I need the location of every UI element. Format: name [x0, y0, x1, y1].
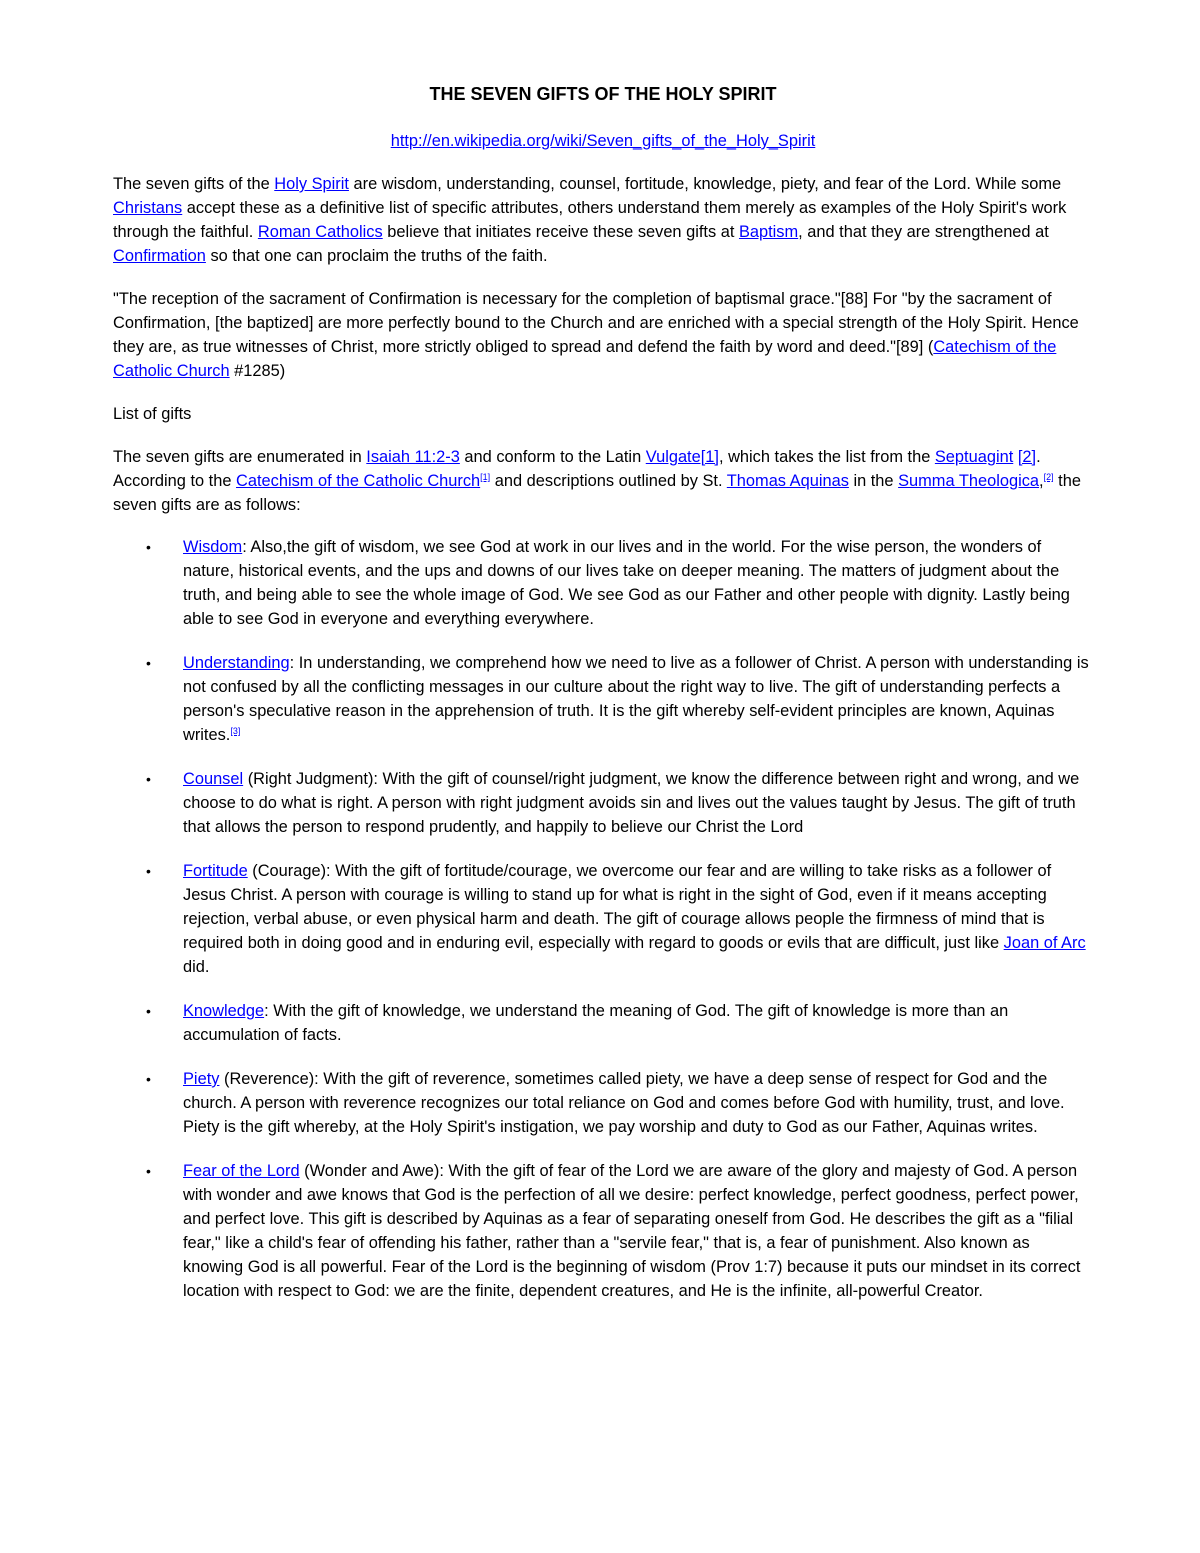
footnote-ref[interactable] — [230, 726, 240, 736]
understanding-link[interactable]: Understanding — [183, 654, 290, 672]
thomas-aquinas-link[interactable]: Thomas Aquinas — [726, 472, 849, 490]
text-run: The seven gifts are enumerated in — [113, 448, 367, 466]
text-run: in the — [848, 472, 899, 490]
gift-item-counsel — [113, 767, 1093, 839]
confirmation-link[interactable]: Confirmation — [113, 247, 206, 265]
holy-spirit-link[interactable]: Holy Spirit — [274, 175, 349, 193]
gift-description: : In understanding, we comprehend how we need to live as a follower of Christ. A person with understanding is not confused by all the conflicting messages in our culture about the right way to live. The gift of understanding perfects a person's speculative reason in the apprehension of truth. It is the gift whereby self-evident principles are known, Aquinas writes. — [183, 654, 1089, 744]
document-page — [113, 80, 1093, 1323]
text-run: . According to the — [113, 448, 1041, 490]
gift-item-understanding — [113, 651, 1093, 747]
bullet-icon: • — [146, 539, 151, 555]
gifts-list — [113, 535, 1093, 1303]
bullet-icon: • — [146, 655, 151, 671]
text-run: are wisdom, understanding, counsel, fortitude, knowledge, piety, and fear of the Lord. While some — [348, 175, 1062, 193]
bullet-icon: • — [146, 1003, 151, 1019]
footnote-2-ref[interactable]: [2] — [1043, 472, 1054, 482]
source-url-link[interactable]: http://en.wikipedia.org/wiki/Seven_gifts_of_the_Holy_Spirit — [390, 132, 816, 150]
list-heading: List of gifts — [113, 405, 192, 423]
gift-item-fear-of-the-lord — [113, 1159, 1093, 1303]
vulgate-link[interactable]: Vulgate[1] — [645, 448, 719, 466]
text-run: #1285) — [229, 362, 286, 380]
text-run: and conform to the Latin — [459, 448, 646, 466]
joan-of-arc-link[interactable]: Joan of Arc — [1003, 934, 1086, 952]
page-title: THE SEVEN GIFTS OF THE HOLY SPIRIT — [429, 84, 777, 104]
footnote-3-ref[interactable]: [3] — [230, 726, 241, 736]
fortitude-link[interactable]: Fortitude — [183, 862, 248, 880]
roman-catholics-link[interactable]: Roman Catholics — [257, 223, 383, 241]
bullet-icon: • — [146, 1071, 151, 1087]
piety-link[interactable]: Piety — [183, 1070, 220, 1088]
catechism-link[interactable]: Catechism of the Catholic Church — [113, 338, 1057, 380]
gift-description: (Courage): With the gift of fortitude/courage, we overcome our fear and are willing to take risks as a follower of Jesus Christ. A person with courage is willing to stand up for what is right in the sight of God, even if it means accepting rejection, verbal abuse, or even physical harm and death. The gift of courage allows people the firmness of mind that is required both in doing good and in enduring evil, especially with regard to goods or evils that are difficult, just like — [183, 862, 1052, 952]
text-run: accept these as a definitive list of specific attributes, others understand them merely as examples of the Holy Spirit's work through the faithful. — [113, 199, 1067, 241]
gift-description: (Reverence): With the gift of reverence, sometimes called piety, we have a deep sense of respect for God and the church. A person with reverence recognizes our total reliance on God and comes before God with humility, trust, and love. Piety is the gift whereby, at the Holy Spirit's instigation, we pay worship and duty to God as our Father, Aquinas writes. — [183, 1070, 1065, 1136]
gift-description: (Right Judgment): With the gift of counsel/right judgment, we know the difference between right and wrong, and we choose to do what is right. A person with right judgment avoids sin and lives out the values taught by Jesus. The gift of truth that allows the person to respond prudently, and happily to believe our Christ the Lord — [183, 770, 1080, 836]
enumeration-paragraph — [113, 445, 1093, 517]
intro-paragraph — [113, 172, 1093, 268]
footnote-ref[interactable] — [480, 472, 490, 482]
gift-item-knowledge — [113, 999, 1093, 1047]
bullet-icon: • — [146, 771, 151, 787]
gift-description: (Wonder and Awe): With the gift of fear of the Lord we are aware of the glory and majesty of God. A person with wonder and awe knows that God is the perfection of all we desire: perfect knowledge, perfect goodness, perfect power, and perfect love. This gift is described by Aquinas as a fear of separating oneself from God. He describes the gift as a "filial fear," like a child's fear of offending his father, rather than a "servile fear," that is, a fear of punishment. Also known as knowing God is all powerful. Fear of the Lord is the beginning of wisdom (Prov 1:7) because it puts our mindset in its correct location with respect to God: we are the finite, dependent creatures, and He is the infinite, all-powerful Creator. — [183, 1162, 1081, 1300]
gift-description-end: did. — [183, 958, 210, 976]
knowledge-link[interactable]: Knowledge — [183, 1002, 265, 1020]
text-run: and descriptions outlined by St. — [490, 472, 727, 490]
gift-item-fortitude — [113, 859, 1093, 979]
bullet-icon: • — [146, 1163, 151, 1179]
christans-link[interactable]: Christans — [113, 199, 183, 217]
text-run: The seven gifts of the — [113, 175, 275, 193]
text-run: , — [1039, 472, 1044, 490]
source-url-paragraph — [113, 129, 1093, 153]
wisdom-link[interactable]: Wisdom — [183, 538, 243, 556]
bullet-icon: • — [146, 863, 151, 879]
gift-description: : Also,the gift of wisdom, we see God at work in our lives and in the world. For the wise person, the wonders of nature, historical events, and the ups and downs of our lives take on deeper meaning. The matters of judgment about the truth, and being able to see the whole image of God. We see God as our Father and other people with dignity. Lastly being able to see God in everyone and everything everywhere. — [183, 538, 1070, 628]
text-run: "The reception of the sacrament of Confirmation is necessary for the completion of baptismal grace."[88] For "by the sacrament of Confirmation, [the baptized] are more perfectly bound to the Church and are enriched with a special strength of the Holy Spirit. Hence they are, as true witnesses of Christ, more strictly obliged to spread and defend the faith by word and deed."[89] ( — [113, 290, 1079, 356]
text-run: believe that initiates receive these seven gifts at — [382, 223, 739, 241]
septuagint-link[interactable]: Septuagint — [934, 448, 1014, 466]
gift-item-piety — [113, 1067, 1093, 1139]
fear-of-the-lord-link[interactable]: Fear of the Lord — [183, 1162, 300, 1180]
confirmation-quote-paragraph — [113, 287, 1093, 383]
text-run: , and that they are strengthened at — [798, 223, 1049, 241]
text-run: the seven gifts are as follows: — [113, 472, 1081, 514]
baptism-link[interactable]: Baptism — [738, 223, 799, 241]
gift-item-wisdom — [113, 535, 1093, 631]
footnote-2-link[interactable]: [2] — [1017, 448, 1037, 466]
counsel-link[interactable]: Counsel — [183, 770, 244, 788]
text-run: so that one can proclaim the truths of the faith. — [205, 247, 548, 265]
gift-description: : With the gift of knowledge, we understand the meaning of God. The gift of knowledge is more than an accumulation of facts. — [183, 1002, 1009, 1044]
catechism-link-2[interactable]: Catechism of the Catholic Church — [236, 472, 481, 490]
footnote-1-ref[interactable]: [1] — [480, 472, 491, 482]
summa-theologica-link[interactable]: Summa Theologica — [898, 472, 1040, 490]
text-run: , which takes the list from the — [718, 448, 935, 466]
footnote-ref[interactable] — [1044, 472, 1054, 482]
isaiah-link[interactable]: Isaiah 11:2-3 — [366, 448, 460, 466]
